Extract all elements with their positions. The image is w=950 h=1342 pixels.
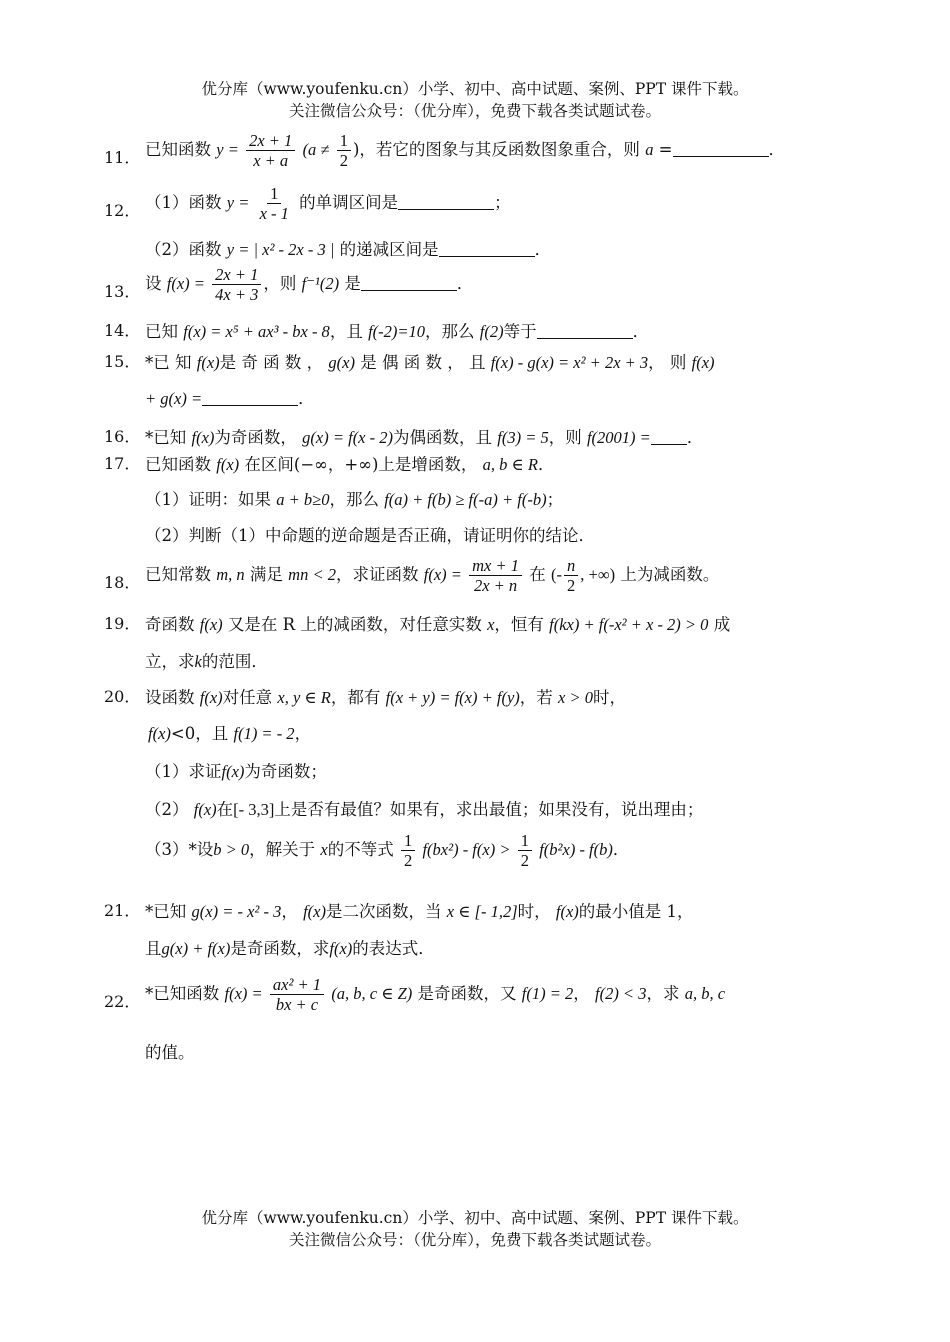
- q19-a: 奇函数: [145, 615, 195, 634]
- q21-cond: x ∈ [- 1,2]: [446, 902, 518, 921]
- question-19: [145, 611, 730, 635]
- q20-p1b: 为奇函数；: [244, 762, 327, 781]
- header-line-1: 优分库（www.youfenku.cn）小学、初中、高中试题、案例、PPT 课件下载。: [201, 80, 749, 98]
- q11-fraction: [246, 131, 295, 170]
- question-number-13: 13．: [104, 282, 141, 301]
- question-15-line-2: [145, 385, 315, 409]
- q13-mid: ，则: [263, 274, 297, 293]
- q20-p3b: b > 0: [213, 840, 250, 859]
- q22-c1: f(1) = 2: [521, 984, 574, 1003]
- q20-l2b: f(1) = - 2: [233, 724, 295, 743]
- q18-b: 满足: [249, 565, 283, 584]
- q14-ask: f(2): [479, 322, 504, 341]
- q12-y: y =: [226, 193, 250, 212]
- question-number-21: 21．: [104, 901, 141, 920]
- q17-p1: （1）证明：如果: [145, 490, 271, 509]
- q16-a: *已知: [145, 428, 187, 447]
- q19-c: ，恒有: [494, 615, 544, 634]
- header-line-2: 关注微信公众号：（优分库），免费下载各类试题试卷。: [288, 102, 661, 120]
- question-21: [145, 898, 694, 922]
- q19-fx: f(x): [199, 615, 223, 634]
- q21-l2d: 的表达式．: [352, 939, 435, 958]
- q13-numerator: 2x + 1: [212, 265, 261, 285]
- question-12-part-2: [145, 236, 551, 260]
- q21-c: 是二次函数，当: [326, 902, 442, 921]
- q16-ask: f(2001) =: [586, 428, 651, 447]
- q22-numerator: ax² + 1: [270, 975, 324, 995]
- q20-c: ，都有: [330, 688, 381, 707]
- q20-half-1: [401, 831, 415, 870]
- question-16: [145, 424, 703, 448]
- question-17-part-2: （2）判断（1）中命题的逆命题是否正确，请证明你的结论．: [145, 526, 595, 545]
- q11-numerator: 2x + 1: [246, 131, 295, 151]
- q21-expr: g(x) = - x² - 3: [191, 902, 282, 921]
- question-22: [145, 975, 725, 1014]
- q17-p1-cond: a + b≥0: [276, 490, 330, 509]
- q18-cond: mn < 2: [288, 565, 336, 584]
- question-number-11: 11．: [104, 148, 141, 167]
- q17-end: ．: [537, 455, 555, 474]
- question-number-17: 17．: [104, 454, 141, 473]
- q20-p3g: ．: [612, 840, 630, 859]
- q20-half-1-num: 1: [401, 831, 415, 851]
- q11-denominator: x + a: [253, 151, 289, 170]
- q22-c: ，: [573, 984, 590, 1003]
- q18-i-den: 2: [567, 576, 576, 595]
- q12-p2-expr: y = | x² - 2x - 3 |: [226, 240, 335, 259]
- q17-p1-expr: f(a) + f(b) ≥ f(-a) + f(-b): [384, 490, 547, 509]
- q22-d: ，求: [646, 984, 680, 1003]
- q20-p3e: f(bx²) - f(x) >: [422, 840, 511, 859]
- question-20-part-1: [145, 758, 327, 782]
- q11-cond: (a ≠: [302, 140, 330, 159]
- q14-answer-blank[interactable]: [537, 324, 633, 339]
- question-20-line-2: [148, 720, 311, 744]
- q12-p2-end: ．: [534, 240, 552, 259]
- q11-a: a: [645, 140, 654, 159]
- page-footer: [0, 1207, 950, 1251]
- q12-p1-answer-blank[interactable]: [398, 195, 494, 210]
- q17-b: 在区间(−∞，+∞)上是增函数，: [244, 455, 478, 474]
- q15-answer-blank[interactable]: [202, 391, 298, 406]
- q13-fraction: [212, 265, 261, 304]
- q22-b: 是奇函数，又: [417, 984, 517, 1003]
- q19-k: k: [194, 652, 202, 671]
- question-number-18: 18．: [104, 573, 141, 592]
- q19-x: x: [487, 615, 495, 634]
- q11-half-num: 1: [337, 131, 351, 151]
- q15-expr: f(x) - g(x) = x² + 2x + 3: [490, 353, 649, 372]
- q12-p2-lead: （2）函数: [145, 240, 222, 259]
- q15-end: ．: [298, 389, 315, 408]
- q13-denominator: 4x + 3: [215, 285, 259, 304]
- q18-c: ，求证函数: [335, 565, 419, 584]
- footer-line-2: 关注微信公众号：（优分库），免费下载各类试题试卷。: [288, 1231, 661, 1249]
- q18-numerator: mx + 1: [469, 556, 522, 576]
- question-20-part-2: [145, 796, 703, 820]
- q20-vars: x, y ∈ R: [277, 688, 331, 707]
- q20-p3: （3）*设: [145, 840, 214, 859]
- q19-expr: f(kx) + f(-x² + x - 2) > 0: [549, 615, 709, 634]
- q20-expr: f(x + y) = f(x) + f(y): [385, 688, 520, 707]
- q22-domain: (a, b, c ∈ Z): [331, 984, 413, 1003]
- q22-denominator: bx + c: [275, 995, 319, 1014]
- q14-tail2: 等于: [503, 322, 537, 341]
- q15-fx: f(x): [196, 353, 220, 372]
- q21-fx-2: f(x): [555, 902, 579, 921]
- q14-expr: f(x) = x⁵ + ax³ - bx - 8: [183, 322, 330, 341]
- q14-tail: ，那么: [425, 322, 475, 341]
- q20-p2b: 在: [216, 800, 234, 819]
- question-22-line-2: 的值。: [145, 1043, 195, 1062]
- q15-e: + g(x) =: [145, 389, 203, 408]
- question-21-line-2: [145, 935, 435, 959]
- q22-c2: f(2) < 3: [594, 984, 647, 1003]
- q22-fx: f(x) =: [224, 984, 263, 1003]
- q18-denominator: 2x + n: [473, 576, 518, 595]
- q11-tail: )，若它的图象与其反函数图象重合，则: [353, 140, 640, 159]
- q13-answer-blank[interactable]: [361, 276, 457, 291]
- q13-inverse: f⁻¹(2): [301, 274, 340, 293]
- q22-fraction: [270, 975, 324, 1014]
- q16-expr: g(x) = f(x - 2): [302, 428, 393, 447]
- q15-b: 是 奇 函 数 ，: [219, 353, 324, 372]
- q13-fx: f(x) =: [166, 274, 205, 293]
- q20-l2c: ，: [294, 724, 312, 743]
- q12-p1-end: ；: [494, 193, 511, 212]
- q15-c: 是 偶 函 数 ， 且: [360, 353, 486, 372]
- q18-open: (-: [551, 565, 563, 584]
- q18-fraction: [469, 556, 522, 595]
- q14-mid: ，且: [329, 322, 363, 341]
- q15-gx: g(x): [328, 353, 355, 372]
- q20-b: 对任意: [222, 688, 273, 707]
- q12-denominator: x - 1: [259, 204, 289, 223]
- q18-e: 上为减函数。: [620, 565, 720, 584]
- q20-a: 设函数: [145, 688, 195, 707]
- q21-fx-3: f(x): [329, 939, 353, 958]
- question-number-19: 19．: [104, 614, 141, 633]
- q21-a: *已知: [145, 902, 187, 921]
- q16-end: ．: [686, 428, 704, 447]
- q20-half-2-num: 1: [518, 831, 532, 851]
- q20-p2c: [- 3,3]: [233, 800, 275, 819]
- q16-b: 为奇函数，: [214, 428, 297, 447]
- question-11: 已知函数 y = $\frac{2x + 1}{x + a}$ (a ≠ $\frac{1}{2}$ )，若它的图象与其反函数图象重合，则 a = ．: [145, 131, 786, 170]
- q16-fx: f(x): [191, 428, 215, 447]
- q16-d: ，则: [548, 428, 582, 447]
- q21-e: 的最小值是 1，: [578, 902, 694, 921]
- q20-fx-2: f(x): [148, 724, 171, 743]
- q13-tail: 是: [344, 274, 361, 293]
- q18-a: 已知常数: [145, 565, 211, 584]
- q22-a: *已知函数: [145, 984, 220, 1003]
- q17-vars: a, b ∈ R: [482, 455, 538, 474]
- q20-l2: <0，且: [170, 724, 229, 743]
- question-number-16: 16．: [104, 427, 141, 446]
- question-13: [145, 265, 473, 304]
- q17-fx: f(x): [216, 455, 240, 474]
- q11-answer-blank[interactable]: [673, 142, 769, 157]
- q11-half-den: 2: [339, 151, 348, 170]
- q19-b: 又是在 R 上的减函数，对任意实数: [227, 615, 482, 634]
- q13-lead: 设: [145, 274, 162, 293]
- q20-p3c: ，解关于: [249, 840, 316, 859]
- footer-line-1: 优分库（www.youfenku.cn）小学、初中、高中试题、案例、PPT 课件下载。: [201, 1209, 749, 1227]
- q20-p1-fx: f(x): [221, 762, 245, 781]
- q16-answer-blank[interactable]: [651, 430, 687, 445]
- q20-e: 时，: [593, 688, 626, 707]
- q20-half-2-den: 2: [520, 851, 529, 870]
- question-20-part-3: [145, 831, 629, 870]
- q20-p3d: 的不等式: [327, 840, 394, 859]
- q18-vars: m, n: [216, 565, 245, 584]
- q15-d: ， 则: [648, 353, 687, 372]
- q21-l2: 且: [145, 939, 162, 958]
- q12-fraction: [257, 184, 292, 223]
- q20-p2: （2）: [145, 800, 189, 819]
- q11-y: y =: [216, 140, 239, 159]
- q21-b: ，: [281, 902, 298, 921]
- q17-p1-mid: ，那么: [329, 490, 379, 509]
- q12-p1-tail: 的单调区间是: [299, 193, 399, 212]
- q20-half-1-den: 2: [403, 851, 413, 870]
- question-14: [145, 318, 649, 342]
- q14-lead: 已知: [145, 322, 178, 341]
- q12-numerator: 1: [267, 184, 281, 204]
- q15-a: *已 知: [145, 353, 192, 372]
- q21-l2b: g(x) + f(x): [161, 939, 231, 958]
- question-17: [145, 451, 554, 475]
- question-number-14: 14．: [104, 321, 141, 340]
- q21-d: 时，: [517, 902, 551, 921]
- question-19-line-2: [145, 648, 268, 672]
- q11-half: [337, 131, 351, 170]
- q18-interval-fraction: [564, 556, 578, 595]
- q18-i-num: n: [564, 556, 578, 576]
- q21-fx: f(x): [303, 902, 326, 921]
- q19-l2: 立，求: [145, 652, 195, 671]
- q16-c: 为偶函数，且: [393, 428, 492, 447]
- q16-cond: f(3) = 5: [497, 428, 549, 447]
- q20-p3f: f(b²x) - f(b): [539, 840, 613, 859]
- q17-p1-end: ；: [546, 490, 564, 509]
- question-number-22: 22．: [104, 992, 141, 1011]
- page-header: [0, 78, 950, 122]
- q14-end: ．: [632, 322, 650, 341]
- q21-l2c: 是奇函数，求: [230, 939, 330, 958]
- question-15: [145, 349, 715, 373]
- q12-p2-tail: 的递减区间是: [339, 240, 439, 259]
- q20-p2-fx: f(x): [193, 800, 217, 819]
- q18-fx: f(x) =: [423, 565, 462, 584]
- question-18: [145, 556, 719, 595]
- q22-vars: a, b, c: [684, 984, 726, 1003]
- q20-p3-x: x: [320, 840, 328, 859]
- question-12-part-1: [145, 184, 511, 223]
- q14-cond: f(-2)=10: [368, 322, 426, 341]
- q20-p1: （1）求证: [145, 762, 222, 781]
- q18-d: 在: [529, 565, 546, 584]
- q11-end: ．: [768, 140, 786, 159]
- q17-a: 已知函数: [145, 455, 211, 474]
- q20-fx: f(x): [199, 688, 223, 707]
- q15-fx-2: f(x): [691, 353, 715, 372]
- question-number-12: 12．: [104, 201, 141, 220]
- q20-d: ，若: [519, 688, 553, 707]
- q20-p2d: 上是否有最值？如果有，求出最值；如果没有，说出理由；: [274, 800, 704, 819]
- q13-end: ．: [456, 274, 474, 293]
- q19-l2b: 的范围．: [201, 652, 268, 671]
- q19-d: 成: [713, 615, 731, 634]
- q12-p2-answer-blank[interactable]: [439, 242, 535, 257]
- question-number-20: 20．: [104, 687, 141, 706]
- q12-p1-lead: （1）函数: [145, 193, 222, 212]
- q20-cond: x > 0: [558, 688, 593, 707]
- question-17-part-1: [145, 486, 563, 510]
- question-20: [145, 684, 626, 708]
- q20-half-2: [518, 831, 532, 870]
- question-number-15: 15．: [104, 352, 141, 371]
- q18-close: , +∞): [580, 565, 616, 584]
- q11-lead: 已知函数: [145, 140, 211, 159]
